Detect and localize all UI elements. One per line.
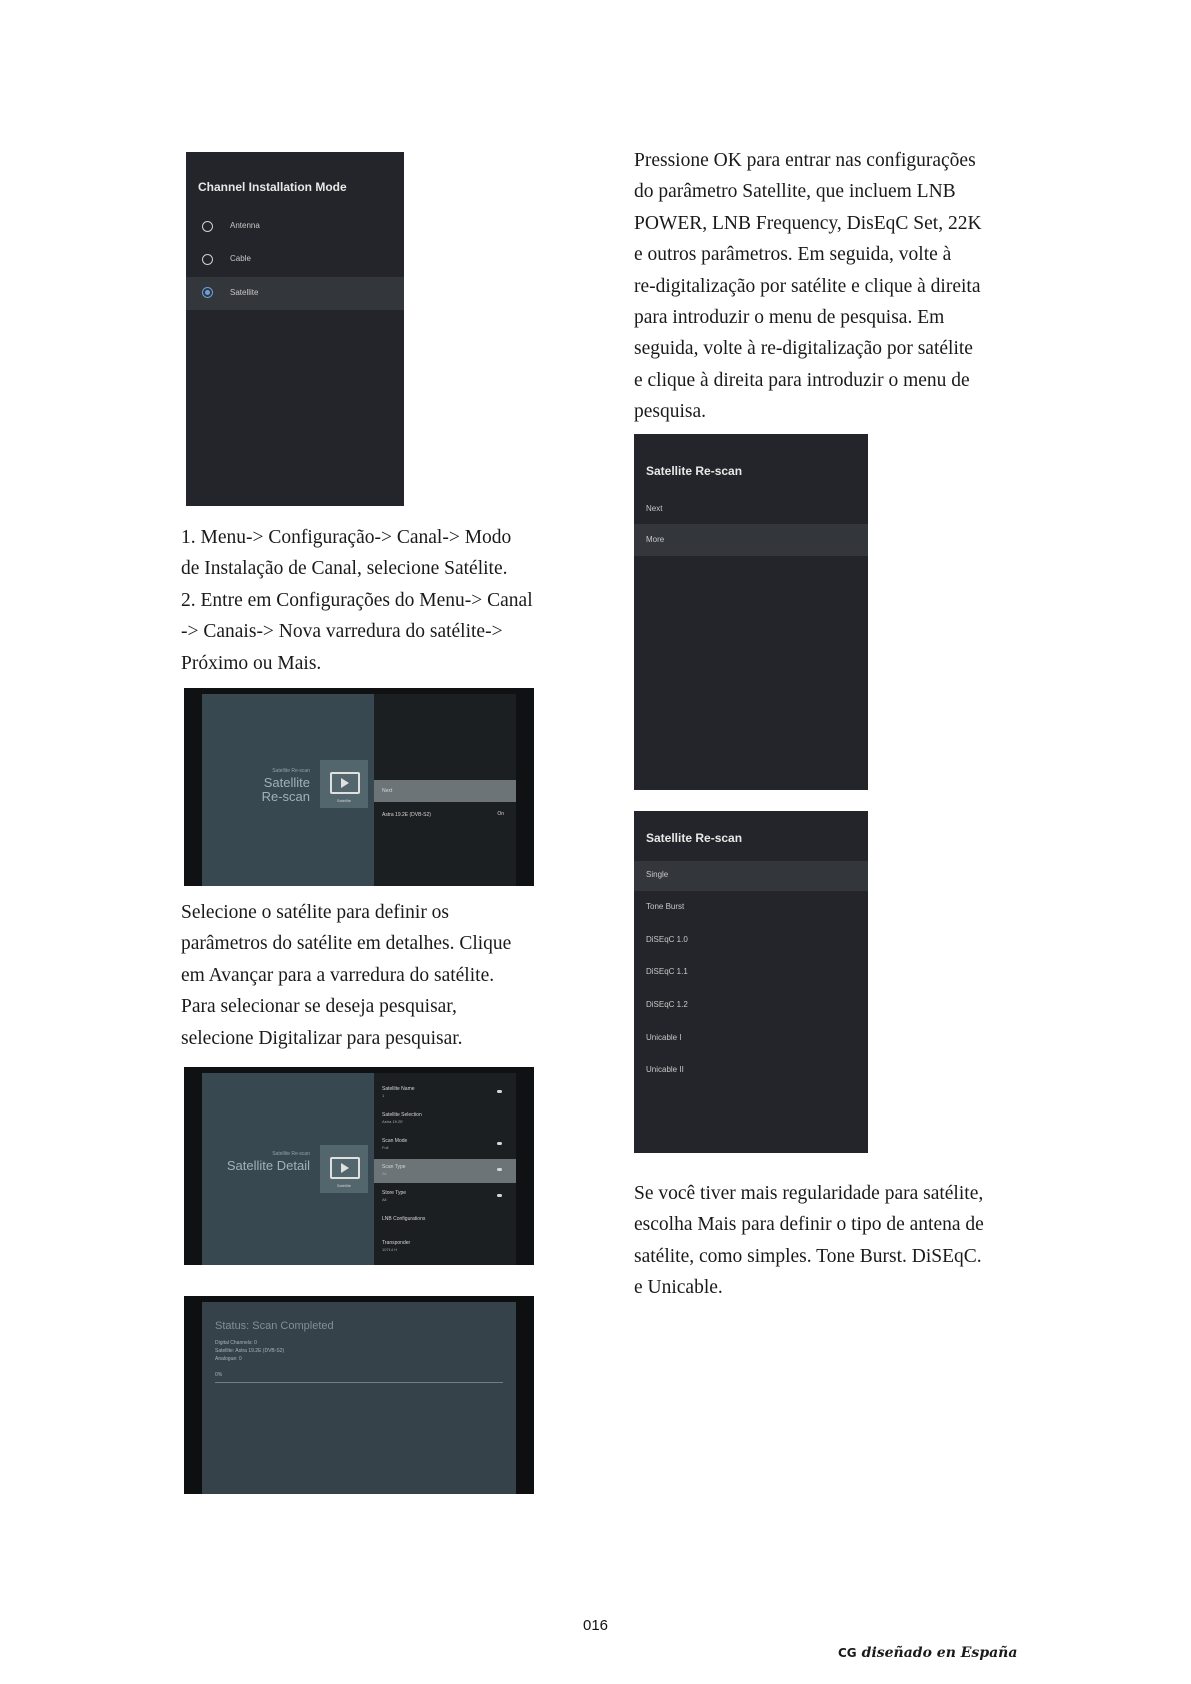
item-label: Satellite Name — [382, 1086, 415, 1092]
item-label: Unicable II — [646, 1065, 684, 1074]
text-line: em Avançar para a varredura do satélite. — [181, 964, 495, 986]
page-number: 016 — [583, 1617, 609, 1634]
right-pane — [374, 1073, 516, 1265]
item-sub: All — [382, 1197, 387, 1202]
toggle-icon — [497, 1194, 502, 1197]
text-line: -> Canais-> Nova varredura do satélite-> — [181, 621, 503, 643]
text-line: Próximo ou Mais. — [181, 652, 322, 674]
item-label: Tone Burst — [646, 902, 685, 911]
text-line: escolha Mais para definir o tipo de antena de — [634, 1214, 984, 1236]
satellite-tv-icon — [320, 1145, 368, 1193]
text-line: e clique à direita para introduzir o menu de — [634, 369, 970, 391]
item-label: DiSEqC 1.1 — [646, 967, 688, 976]
toggle-icon — [497, 1090, 502, 1093]
radio-selected-icon — [202, 287, 213, 298]
text-line: de Instalação de Canal, selecione Satélite. — [181, 558, 508, 580]
text-line: seguida, volte à re-digitalização por satélite — [634, 338, 973, 360]
heading-line: Re-scan — [261, 789, 310, 804]
text-line: pesquisa. — [634, 401, 707, 423]
item-sub: Full — [382, 1145, 389, 1150]
option-satellite[interactable] — [186, 277, 404, 310]
menu-item-diseqc-1-2[interactable] — [634, 991, 868, 1021]
item-sub: Astra 19.2E — [382, 1119, 403, 1124]
screen-subtitle: Satellite Re-scan — [272, 768, 310, 774]
footer-brand-logo — [838, 1645, 1017, 1661]
menu-item-satellite[interactable] — [374, 804, 516, 826]
menu-item-tone-burst[interactable] — [634, 893, 868, 923]
option-label: Cable — [230, 254, 251, 263]
text-line: Se você tiver mais regularidade para satélite, — [634, 1183, 984, 1204]
item-label: Satellite Selection — [382, 1112, 422, 1118]
item-sub: All — [382, 1171, 387, 1176]
menu-item-scan-type[interactable] — [374, 1159, 516, 1183]
item-label: Astra 19.2E (DVB-S2) — [382, 812, 431, 818]
more-regularity-paragraph — [634, 1178, 984, 1304]
text-line: re-digitalização por satélite e clique à direita — [634, 275, 981, 297]
screen-title: Channel Installation Mode — [198, 180, 347, 194]
text-line: parâmetros do satélite em detalhes. Clique — [181, 933, 512, 955]
radio-icon — [202, 254, 213, 265]
toggle-icon — [497, 1142, 502, 1145]
scan-panel — [202, 1302, 516, 1494]
menu-item-single[interactable] — [634, 861, 868, 891]
item-label: Single — [646, 870, 669, 879]
screenshot-satellite-detail — [184, 1067, 534, 1265]
item-label: Next — [382, 788, 393, 794]
item-sub: 1 — [382, 1093, 385, 1098]
scan-status-title: Status: Scan Completed — [215, 1320, 334, 1332]
text-line: e outros parâmetros. Em seguida, volte à — [634, 244, 952, 266]
text-line: para introduzir o menu de pesquisa. Em — [634, 307, 945, 329]
select-satellite-paragraph — [181, 897, 511, 1054]
text-line: e Unicable. — [634, 1277, 723, 1299]
screen-heading: Satellite Detail — [226, 1158, 310, 1173]
menu-item-satellite-name[interactable] — [374, 1081, 516, 1103]
item-label: Scan Mode — [382, 1138, 408, 1144]
item-sub: 10714 H — [382, 1247, 398, 1252]
screen-title: Satellite Re-scan — [646, 831, 743, 845]
screenshot-satellite-rescan-panel — [184, 688, 534, 886]
screen-subtitle: Satellite Re-scan — [272, 1151, 310, 1157]
text-line: Para selecionar se deseja pesquisar, — [181, 996, 457, 1018]
item-label: DiSEqC 1.2 — [646, 1000, 688, 1009]
menu-item-next[interactable] — [634, 492, 868, 522]
icon-caption: Satellite — [336, 798, 352, 803]
option-antenna[interactable] — [186, 212, 404, 242]
item-label: Transponder — [382, 1240, 411, 1246]
right-pane — [374, 694, 516, 886]
text-line: satélite, como simples. Tone Burst. DiSEqC. — [634, 1245, 982, 1267]
satellite-tv-icon — [320, 760, 368, 808]
text-line: selecione Digitalizar para pesquisar. — [181, 1027, 463, 1049]
menu-item-satellite-selection[interactable] — [374, 1107, 516, 1129]
text-line: Pressione OK para entrar nas configurações — [634, 150, 976, 171]
menu-item-unicable-1[interactable] — [634, 1024, 868, 1054]
text-line: 1. Menu-> Configuração-> Canal-> Modo — [181, 527, 512, 548]
menu-item-scan-mode[interactable] — [374, 1133, 516, 1155]
item-label: More — [646, 535, 665, 544]
screenshot-satellite-rescan-next-more — [634, 434, 868, 790]
toggle-icon — [497, 1168, 502, 1171]
scan-progress-label: 0% — [215, 1372, 223, 1378]
text-line: Selecione o satélite para definir os — [181, 902, 450, 923]
item-value: On — [497, 811, 504, 817]
icon-caption: Satellite — [336, 1183, 352, 1188]
left-pane — [202, 694, 374, 886]
text-line: POWER, LNB Frequency, DisEqC Set, 22K — [634, 212, 982, 234]
screenshot-scan-status — [184, 1296, 534, 1494]
item-label: Store Type — [382, 1190, 407, 1196]
menu-item-next[interactable] — [374, 780, 516, 802]
menu-item-unicable-2[interactable] — [634, 1056, 868, 1086]
text-line: do parâmetro Satellite, que incluem LNB — [634, 181, 956, 203]
menu-item-diseqc-1-0[interactable] — [634, 926, 868, 956]
menu-item-lnb-configurations[interactable] — [374, 1211, 516, 1233]
screen-heading — [262, 776, 310, 804]
item-label: Unicable I — [646, 1033, 682, 1042]
screenshot-channel-installation-mode — [186, 152, 404, 506]
item-label: LNB Configurations — [382, 1216, 426, 1222]
item-label: Next — [646, 504, 663, 513]
menu-item-store-type[interactable] — [374, 1185, 516, 1207]
press-ok-paragraph — [634, 145, 982, 428]
left-pane — [202, 1073, 374, 1265]
text-line: 2. Entre em Configurações do Menu-> Canal — [181, 589, 533, 611]
screenshot-antenna-type — [634, 811, 868, 1153]
scan-info-line: Satellite: Astra 19.2E (DVB-S2) — [215, 1348, 285, 1354]
brand-slogan: diseñado en España — [861, 1645, 1018, 1661]
menu-item-diseqc-1-1[interactable] — [634, 958, 868, 988]
scan-info-line: Analogue: 0 — [215, 1356, 242, 1362]
option-label: Satellite — [230, 288, 259, 297]
brand-mark-icon: CG — [838, 1646, 857, 1660]
option-label: Antenna — [230, 221, 260, 230]
scan-progress-bar — [215, 1382, 503, 1383]
screen-title: Satellite Re-scan — [646, 464, 743, 478]
instructions-paragraph — [181, 522, 533, 679]
scan-info-line: Digital Channels: 0 — [215, 1340, 257, 1346]
menu-item-transponder[interactable] — [374, 1235, 516, 1257]
option-cable[interactable] — [186, 245, 404, 275]
item-label: DiSEqC 1.0 — [646, 935, 688, 944]
heading-line: Satellite — [263, 775, 310, 790]
item-label: Scan Type — [382, 1164, 406, 1170]
menu-item-more[interactable] — [634, 524, 868, 556]
radio-icon — [202, 221, 213, 232]
